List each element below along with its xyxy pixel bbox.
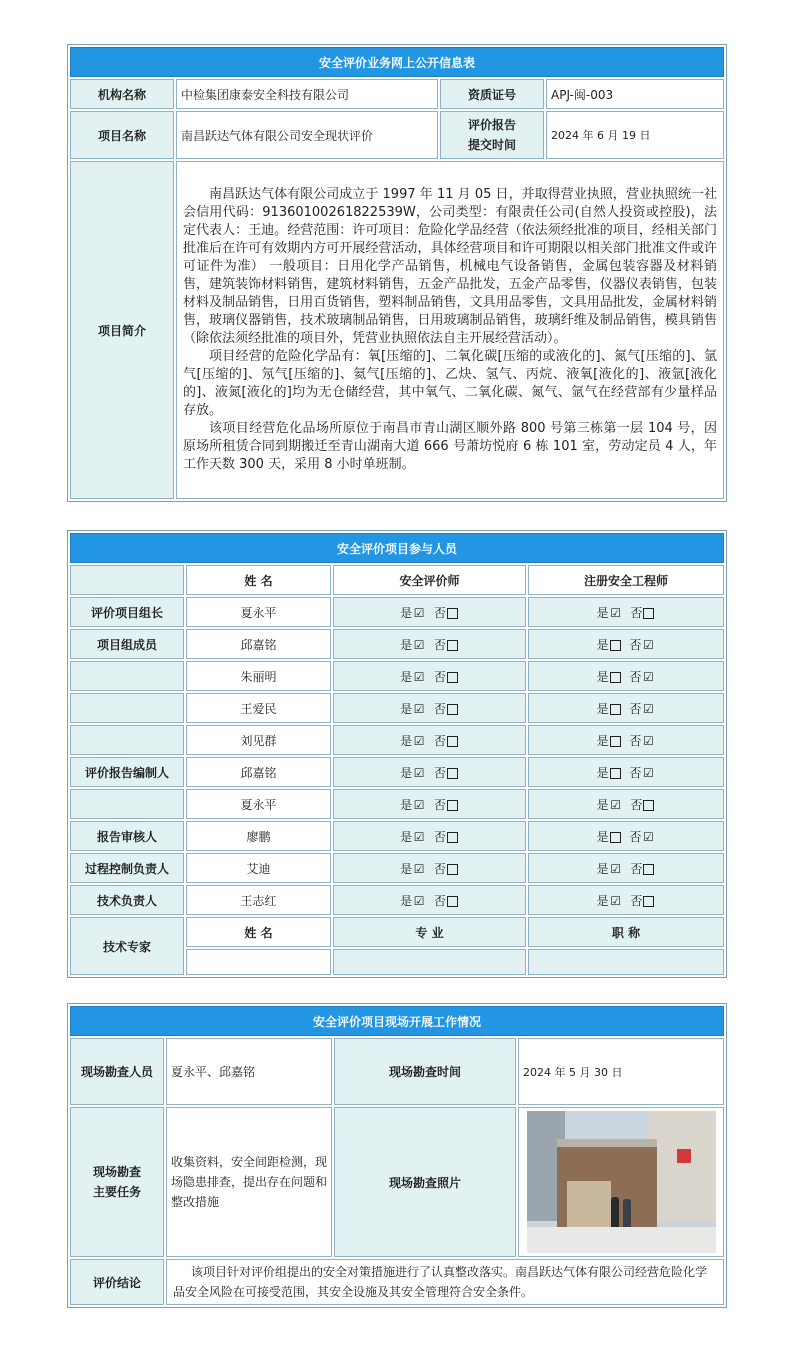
- checkbox-icon: ☑: [413, 798, 425, 812]
- site-photo: [527, 1111, 716, 1253]
- expert-name-cell: [186, 949, 331, 975]
- report-time-value: 2024 年 6 月 19 日: [546, 111, 724, 159]
- person-name: 廖鹏: [186, 821, 331, 851]
- checkbox-icon: [447, 608, 458, 619]
- expert-col-name: 姓 名: [186, 917, 331, 947]
- task-value: 收集资料，安全间距检测，现场隐患排查，提出存在问题和整改措施: [166, 1107, 332, 1257]
- person-name: 朱丽明: [186, 661, 331, 691]
- cert-label: 资质证号: [440, 79, 544, 109]
- evaluator-status-cell: [333, 661, 526, 691]
- yes-option: [597, 606, 623, 620]
- engineer-status-cell: [528, 853, 724, 883]
- no-option: [629, 702, 655, 716]
- checkbox-icon: [610, 640, 621, 651]
- role-cell: 评价报告编制人: [70, 757, 184, 787]
- role-cell: [70, 725, 184, 755]
- yes-option: [400, 638, 426, 652]
- project-value: 南昌跃达气体有限公司安全现状评价: [176, 111, 438, 159]
- checkbox-icon: ☑: [413, 734, 425, 748]
- col-engineer-header: 注册安全工程师: [528, 565, 724, 595]
- personnel-row: [70, 661, 724, 691]
- task-label-2: 主要任务: [92, 1185, 141, 1199]
- expert-label: 技术专家: [70, 917, 184, 975]
- evaluator-status-cell: [333, 757, 526, 787]
- role-cell: 过程控制负责人: [70, 853, 184, 883]
- checkbox-icon: ☑: [413, 894, 425, 908]
- engineer-status-cell: [528, 757, 724, 787]
- no-option-label: 否: [629, 733, 642, 748]
- staff-label: 现场勘查人员: [70, 1038, 164, 1105]
- yes-option-label: 是: [400, 893, 413, 908]
- intro-paragraph: 南昌跃达气体有限公司成立于 1997 年 11 月 05 日，并取得营业执照，营业执照统一社会信用代码：91360100261822539W，公司类型：有限责任公司(自然人投资或控股)，法定代表人：王迪。经营范围：许可项目：危险化学品经营（依法须经批准的项目，经相关部门批准后在许可有效期内方可开展经营活动，具体经营项目和许可期限以相关部门批准文件或许可证件为准） 一般项目：日用化学产品销售，机械电气设备销售，金属包装容器及材料销售，建筑装饰材料销售，建筑材料销售，五金产品批发，五金产品零售，仪器仪表销售，包装材料及制品销售，日用百货销售，塑料制品销售，文具用品零售，文具用品批发，金属材料销售，玻璃仪器销售，技术玻璃制品销售，日用玻璃制品销售，玻璃纤维及制品销售，模具销售（除依法须经批准的项目外，凭营业执照依法自主开展经营活动）。: [183, 187, 717, 346]
- yes-option-label: 是: [400, 797, 413, 812]
- checkbox-icon: [610, 832, 621, 843]
- right-building: [647, 1111, 716, 1221]
- personnel-rows: [70, 597, 724, 915]
- checkbox-icon: ☑: [413, 606, 425, 620]
- evaluator-status-cell: [333, 597, 526, 627]
- person-name: 邱嘉铭: [186, 757, 331, 787]
- yes-option: [597, 894, 623, 908]
- personnel-table: [67, 530, 727, 978]
- role-cell: 项目组成员: [70, 629, 184, 659]
- checkbox-icon: ☑: [610, 894, 622, 908]
- role-cell: 报告审核人: [70, 821, 184, 851]
- no-option-label: 否: [629, 669, 642, 684]
- person-2: [623, 1199, 631, 1227]
- checkbox-icon: [610, 768, 621, 779]
- no-option-label: 否: [433, 765, 446, 780]
- yes-option: [400, 830, 426, 844]
- yes-option: [597, 830, 622, 844]
- checkbox-icon: ☑: [642, 638, 654, 652]
- info-title: 安全评价业务网上公开信息表: [70, 47, 724, 77]
- report-time-label-1: 评价报告: [467, 118, 516, 132]
- personnel-row: [70, 789, 724, 819]
- no-option: [630, 606, 655, 620]
- yes-option-label: 是: [400, 669, 413, 684]
- no-option: [434, 798, 459, 812]
- yes-option-label: 是: [400, 701, 413, 716]
- yes-option-label: 是: [596, 893, 609, 908]
- site-table: [67, 1003, 727, 1308]
- yes-option-label: 是: [596, 797, 609, 812]
- yes-option: [597, 670, 622, 684]
- no-option-label: 否: [433, 733, 446, 748]
- sign: [677, 1149, 691, 1163]
- yes-option-label: 是: [400, 765, 413, 780]
- person-name: 邱嘉铭: [186, 629, 331, 659]
- yes-option-label: 是: [400, 829, 413, 844]
- no-option-label: 否: [433, 669, 446, 684]
- engineer-status-cell: [528, 629, 724, 659]
- photo-cell: [518, 1107, 724, 1257]
- role-cell: [70, 693, 184, 723]
- no-option-label: 否: [433, 893, 446, 908]
- yes-option: [597, 862, 623, 876]
- personnel-row: [70, 597, 724, 627]
- no-option-label: 否: [629, 765, 642, 780]
- expert-title-cell: [528, 949, 724, 975]
- no-option: [630, 798, 655, 812]
- yes-option: [400, 702, 426, 716]
- role-cell: [70, 661, 184, 691]
- time-value: 2024 年 5 月 30 日: [518, 1038, 724, 1105]
- awning: [557, 1139, 657, 1147]
- personnel-row: [70, 821, 724, 851]
- no-option: [434, 766, 459, 780]
- checkbox-icon: ☑: [413, 670, 425, 684]
- no-option: [434, 702, 459, 716]
- yes-option: [400, 798, 426, 812]
- no-option: [629, 670, 655, 684]
- engineer-status-cell: [528, 725, 724, 755]
- personnel-row: [70, 693, 724, 723]
- yes-option: [400, 766, 426, 780]
- no-option-label: 否: [433, 861, 446, 876]
- checkbox-icon: [447, 896, 458, 907]
- checkbox-icon: [447, 832, 458, 843]
- no-option-label: 否: [629, 701, 642, 716]
- personnel-row: [70, 853, 724, 883]
- engineer-status-cell: [528, 661, 724, 691]
- yes-option: [400, 606, 426, 620]
- checkbox-icon: ☑: [642, 830, 654, 844]
- report-time-label-2: 提交时间: [467, 138, 516, 152]
- header-blank: [70, 565, 184, 595]
- no-option: [434, 830, 459, 844]
- checkbox-icon: [610, 736, 621, 747]
- checkbox-icon: ☑: [413, 862, 425, 876]
- engineer-status-cell: [528, 885, 724, 915]
- no-option-label: 否: [629, 829, 642, 844]
- no-option-label: 否: [433, 701, 446, 716]
- checkbox-icon: ☑: [413, 638, 425, 652]
- checkbox-icon: ☑: [642, 734, 654, 748]
- yes-option: [400, 862, 426, 876]
- shutter: [567, 1181, 611, 1227]
- col-name-header: 姓 名: [186, 565, 331, 595]
- yes-option-label: 是: [596, 701, 609, 716]
- yes-option: [597, 798, 623, 812]
- yes-option-label: 是: [400, 605, 413, 620]
- evaluator-status-cell: [333, 853, 526, 883]
- intro-text: [176, 161, 724, 499]
- no-option: [629, 830, 655, 844]
- org-label: 机构名称: [70, 79, 174, 109]
- no-option-label: 否: [433, 829, 446, 844]
- task-label: [70, 1107, 164, 1257]
- yes-option: [400, 894, 426, 908]
- evaluator-status-cell: [333, 629, 526, 659]
- person-name: 艾迪: [186, 853, 331, 883]
- checkbox-icon: ☑: [610, 798, 622, 812]
- checkbox-icon: [447, 736, 458, 747]
- no-option: [434, 734, 459, 748]
- expert-major-cell: [333, 949, 526, 975]
- person-name: 王爱民: [186, 693, 331, 723]
- cert-value: APJ-闽-003: [546, 79, 724, 109]
- engineer-status-cell: [528, 789, 724, 819]
- no-option: [434, 670, 459, 684]
- no-option: [434, 894, 459, 908]
- project-label: 项目名称: [70, 111, 174, 159]
- evaluator-status-cell: [333, 821, 526, 851]
- checkbox-icon: [643, 864, 654, 875]
- checkbox-icon: [610, 672, 621, 683]
- yes-option-label: 是: [596, 637, 609, 652]
- no-option-label: 否: [630, 605, 643, 620]
- intro-label: 项目简介: [70, 161, 174, 499]
- person-name: 王志红: [186, 885, 331, 915]
- expert-col-title: 职 称: [528, 917, 724, 947]
- no-option: [629, 734, 655, 748]
- checkbox-icon: ☑: [413, 702, 425, 716]
- no-option-label: 否: [433, 605, 446, 620]
- checkbox-icon: [447, 672, 458, 683]
- yes-option: [597, 702, 622, 716]
- person-1: [611, 1197, 619, 1227]
- info-table: [67, 44, 727, 502]
- ground: [527, 1227, 716, 1253]
- no-option: [629, 766, 655, 780]
- yes-option-label: 是: [400, 733, 413, 748]
- no-option-label: 否: [630, 861, 643, 876]
- checkbox-icon: [643, 800, 654, 811]
- yes-option: [400, 734, 426, 748]
- no-option: [434, 862, 459, 876]
- yes-option-label: 是: [596, 765, 609, 780]
- role-cell: [70, 789, 184, 819]
- role-cell: 技术负责人: [70, 885, 184, 915]
- no-option-label: 否: [433, 797, 446, 812]
- checkbox-icon: ☑: [610, 606, 622, 620]
- no-option: [434, 638, 459, 652]
- checkbox-icon: [643, 896, 654, 907]
- yes-option-label: 是: [400, 861, 413, 876]
- engineer-status-cell: [528, 693, 724, 723]
- person-name: 夏永平: [186, 597, 331, 627]
- checkbox-icon: ☑: [642, 766, 654, 780]
- checkbox-icon: [447, 640, 458, 651]
- checkbox-icon: [447, 864, 458, 875]
- yes-option: [597, 734, 622, 748]
- intro-paragraph: 该项目经营危化品场所原位于南昌市青山湖区顺外路 800 号第三栋第一层 104 号，因原场所租赁合同到期搬迁至青山湖南大道 666 号萧坊悦府 6 栋 101 室，劳动定员 4 人，年工作天数 300 天，采用 8 小时单班制。: [183, 421, 717, 472]
- org-value: 中检集团康泰安全科技有限公司: [176, 79, 438, 109]
- checkbox-icon: ☑: [413, 766, 425, 780]
- checkbox-icon: ☑: [413, 830, 425, 844]
- evaluator-status-cell: [333, 725, 526, 755]
- evaluator-status-cell: [333, 885, 526, 915]
- checkbox-icon: [643, 608, 654, 619]
- personnel-row: [70, 725, 724, 755]
- checkbox-icon: [447, 768, 458, 779]
- task-label-1: 现场勘查: [92, 1165, 141, 1179]
- engineer-status-cell: [528, 821, 724, 851]
- no-option: [629, 638, 655, 652]
- yes-option-label: 是: [596, 861, 609, 876]
- checkbox-icon: ☑: [610, 862, 622, 876]
- evaluator-status-cell: [333, 789, 526, 819]
- person-name: 刘见群: [186, 725, 331, 755]
- col-evaluator-header: 安全评价师: [333, 565, 526, 595]
- personnel-title: 安全评价项目参与人员: [70, 533, 724, 563]
- evaluator-status-cell: [333, 693, 526, 723]
- engineer-status-cell: [528, 597, 724, 627]
- conclusion-label: 评价结论: [70, 1259, 164, 1305]
- yes-option-label: 是: [596, 829, 609, 844]
- checkbox-icon: ☑: [642, 670, 654, 684]
- no-option: [630, 894, 655, 908]
- photo-label: 现场勘查照片: [334, 1107, 516, 1257]
- checkbox-icon: [447, 800, 458, 811]
- personnel-row: [70, 757, 724, 787]
- personnel-row: [70, 885, 724, 915]
- checkbox-icon: [610, 704, 621, 715]
- yes-option: [400, 670, 426, 684]
- site-title: 安全评价项目现场开展工作情况: [70, 1006, 724, 1036]
- role-cell: 评价项目组长: [70, 597, 184, 627]
- no-option-label: 否: [630, 797, 643, 812]
- no-option-label: 否: [630, 893, 643, 908]
- yes-option: [597, 766, 622, 780]
- yes-option: [597, 638, 622, 652]
- staff-value: 夏永平、邱嘉铭: [166, 1038, 332, 1105]
- yes-option-label: 是: [400, 637, 413, 652]
- yes-option-label: 是: [596, 733, 609, 748]
- conclusion-value: 该项目针对评价组提出的安全对策措施进行了认真整改落实。南昌跃达气体有限公司经营危险化学品安全风险在可接受范围，其安全设施及其安全管理符合安全条件。: [166, 1259, 724, 1305]
- checkbox-icon: [447, 704, 458, 715]
- no-option: [434, 606, 459, 620]
- time-label: 现场勘查时间: [334, 1038, 516, 1105]
- person-name: 夏永平: [186, 789, 331, 819]
- personnel-row: [70, 629, 724, 659]
- yes-option-label: 是: [596, 669, 609, 684]
- intro-paragraph: 项目经营的危险化学品有：氧[压缩的]、二氧化碳[压缩的或液化的]、氮气[压缩的]、氩气[压缩的]、氖气[压缩的]、氦气[压缩的]、乙炔、氢气、丙烷、液氧[液化的]、液氩[液化的]、液氮[液化的]均为无仓储经营，其中氧气、二氧化碳、氮气、氩气在经营部有少量样品存放。: [183, 349, 717, 418]
- checkbox-icon: ☑: [642, 702, 654, 716]
- report-time-label: [440, 111, 544, 159]
- no-option-label: 否: [629, 637, 642, 652]
- yes-option-label: 是: [596, 605, 609, 620]
- no-option: [630, 862, 655, 876]
- expert-col-major: 专 业: [333, 917, 526, 947]
- no-option-label: 否: [433, 637, 446, 652]
